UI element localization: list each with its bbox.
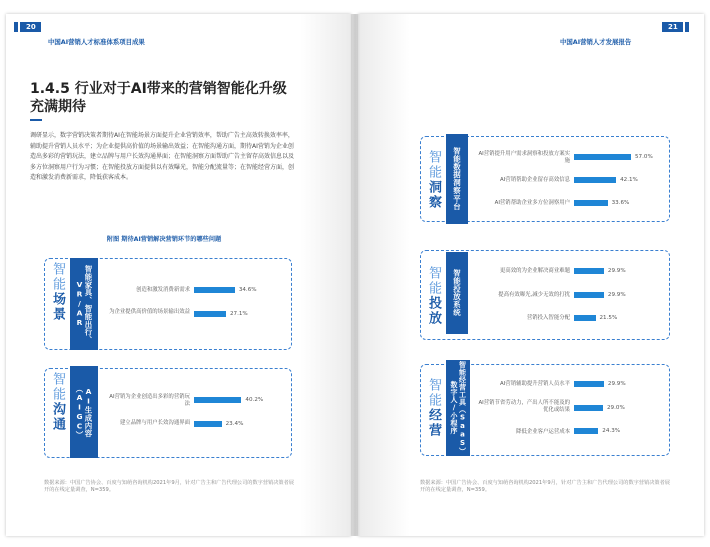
panel-smart-insight-box: 智能数据洞察平台 <box>446 134 468 224</box>
right-page-number: 21 <box>668 23 678 31</box>
bar-value: 34.6% <box>238 287 257 293</box>
bar-label: AI营销帮助企业多方位洞察用户 <box>494 200 570 206</box>
right-running-header: 中国AI营销人才发展报告 <box>560 38 632 46</box>
bar-value: 27.1% <box>229 311 248 317</box>
bar <box>574 428 598 434</box>
bar-value: 33.6% <box>611 200 630 206</box>
bar-value: 40.2% <box>245 397 264 403</box>
bar <box>574 200 608 206</box>
panel-smart-scene-box: 智能家具、智能出行、VR/AR <box>70 258 98 350</box>
bar-label: 更高效的为企业解决商业难题 <box>499 268 570 274</box>
bar-value: 23.4% <box>225 421 244 427</box>
bar <box>194 287 235 293</box>
category-prefix: 智能 <box>50 262 65 292</box>
figure-title: 附图 期待AI营销解决营销环节的哪些问题 <box>106 236 222 243</box>
panel-smart-delivery-category <box>424 266 443 326</box>
bar-value: 29.9% <box>607 268 626 274</box>
category-suffix: 投放 <box>426 296 441 326</box>
right-data-source: 数据来源：中国广告协会、百度与知萌咨询机构2021年9月，针对广告主和广告代理公司的数字营销决策者展开的在线定量调查，N=359。 <box>420 480 670 494</box>
panel-smart-delivery-box: 智能投放系统 <box>446 252 468 334</box>
bar-label: AI营销辅助提升营销人员水平 <box>500 381 570 387</box>
bar-label: AI营销帮助企业留存高效信息 <box>500 177 570 183</box>
bar <box>574 154 631 160</box>
panel-smart-communication-box: AI生成内容（AIGC） <box>70 366 98 458</box>
bar <box>194 397 241 403</box>
body-paragraph: 调研显示，数字营销决策者期待AI在智能场景方面提升企业营销效率，帮助广告主高效转换效率率，辅助提升营销人员水平；为企业提供高价值的场景输出效益；在智能沟通方面，期待AI营销为企业创造出多彩的营销玩法，建立品牌与用户长效沟通界面；在智能洞察方面帮助广告主留存高效信息以及多方位洞察用户行为习惯；在智能投放方面提供以有效曝光，智能分配流量等；在智能经营方面，创造和激发消费新需求，降低获客成本。 <box>30 132 295 182</box>
category-suffix: 经营 <box>426 408 441 438</box>
bar <box>574 268 604 274</box>
panel-smart-operation-category <box>424 378 443 438</box>
bar-label: AI营销节省劳动力，产出人所不能及的优化或结果 <box>478 400 570 413</box>
bar-label: 建立品牌与用户长效沟通界面 <box>119 420 190 426</box>
bar <box>574 292 604 298</box>
bar <box>194 311 226 317</box>
category-prefix: 智能 <box>426 150 441 180</box>
right-header-accent <box>685 22 689 32</box>
left-data-source: 数据来源：中国广告协会、百度与知萌咨询机构2021年9月，针对广告主和广告代理公司的数字营销决策者展开的在线定量调查，N=359。 <box>44 480 294 494</box>
category-prefix: 智能 <box>50 372 65 402</box>
bar <box>574 315 596 321</box>
bar-label: 为企业提供高价值的场景输出效益 <box>109 309 190 315</box>
bar <box>194 421 222 427</box>
panel-smart-insight-category <box>424 150 443 210</box>
bar-value: 29.9% <box>607 381 626 387</box>
bar-label: 营销投入智能分配 <box>526 315 570 321</box>
bar <box>574 177 616 183</box>
bar-value: 29.9% <box>607 292 626 298</box>
bar-label: AI营销为企业创造出多彩的营销玩法 <box>109 394 190 407</box>
left-page-number: 20 <box>26 23 36 31</box>
category-prefix: 智能 <box>426 266 441 296</box>
bar-value: 42.1% <box>620 177 638 183</box>
panel-smart-communication-category <box>48 372 67 432</box>
bar-label: 创造和激发消费新需求 <box>136 287 190 293</box>
category-suffix: 场景 <box>50 292 65 322</box>
left-header-accent <box>14 22 18 32</box>
section-heading: 1.4.5 行业对于AI带来的营销智能化升级充满期待 <box>30 81 287 115</box>
bar-label: 降低企业客户运营成本 <box>516 429 570 435</box>
category-suffix: 洞察 <box>426 180 441 210</box>
bar-label: AI营销提升用户需求洞察和投放方案实施 <box>478 151 570 164</box>
left-running-header: 中国AI营销人才标准体系项目成果 <box>48 38 145 46</box>
panel-smart-scene-category <box>48 262 67 322</box>
bar-value: 21.5% <box>599 315 618 321</box>
bar <box>574 405 603 411</box>
bar-value: 57.0% <box>635 154 653 160</box>
panel-smart-operation-box: 智能经营工具（SaaS）数字人/小程序 <box>446 360 470 456</box>
bar-value: 29.0% <box>607 405 625 411</box>
bar-label: 提高有效曝光,减少无效的打扰 <box>498 292 570 298</box>
heading-underline <box>30 119 42 121</box>
category-prefix: 智能 <box>426 378 441 408</box>
category-suffix: 沟通 <box>50 402 65 432</box>
bar <box>574 381 604 387</box>
bar-value: 24.3% <box>602 428 621 434</box>
